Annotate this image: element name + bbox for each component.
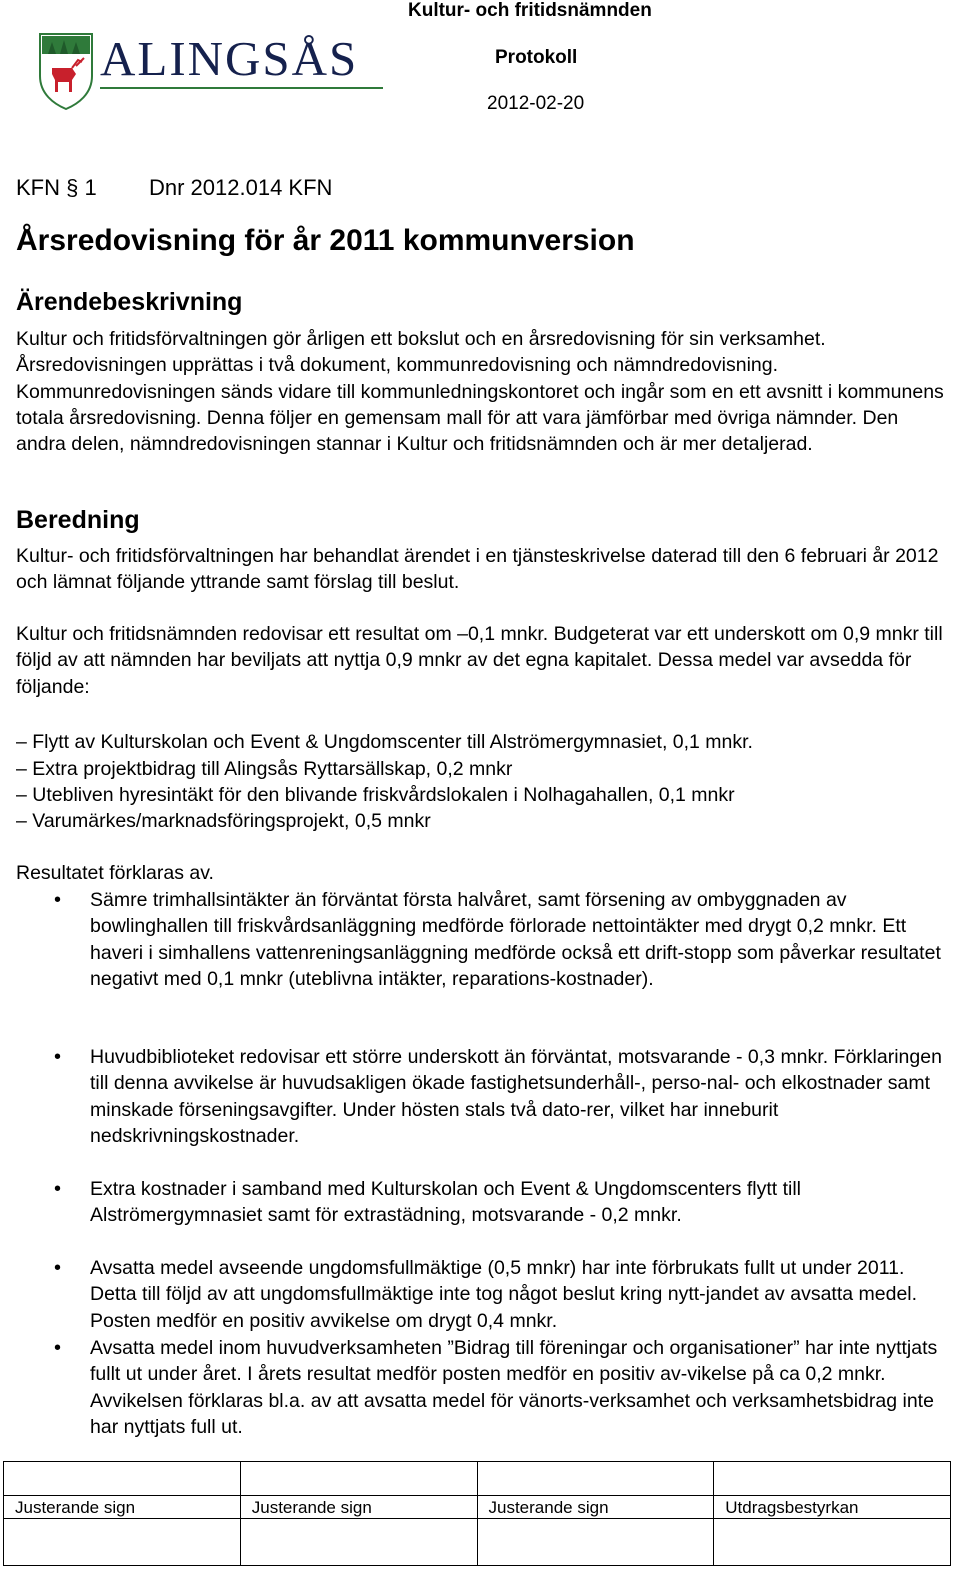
signature-box: [714, 1462, 951, 1496]
document-date: 2012-02-20: [487, 93, 585, 114]
bullet-symbol: •: [54, 1178, 62, 1200]
logo-wordmark: ALINGSÅS: [100, 31, 359, 86]
bullet-symbol: •: [54, 889, 62, 911]
arendebeskrivning-text: Kultur och fritidsförvaltningen gör årligen ett bokslut och en årsredovisning för sin verksamhet. Årsredovisningen upprättas i två dokument, kommunredovisning och nämndredovisning. Kommunredovisningen sänds vidare till kommunledningskontoret och ingår som en ett avsnitt i kommunens totala årsredovisning. Denna följer en gemensam mall för att vara jämförbar med övriga nämnder. Den andra delen, nämndredovisningen stannar i Kultur och fritidsnämnden och är mer detaljerad.: [16, 328, 944, 456]
bullet-item: Avsatta medel inom huvudverksamheten ”Bidrag till föreningar och organisationer” har inte nyttjats fullt ut under året. I årets resultat medför posten medför en positiv av-vikelse på ca 0,2 mnkr. Avvikelsen förklaras bl.a. av att avsatta medel för vänorts-verksamhet och verksamhetsbidrag inte har nyttjats full ut.: [90, 1337, 938, 1438]
bullet-item: Extra kostnader i samband med Kulturskolan och Event & Ungdomscenters flytt till Alströmergymnasiet samt för extrastädning, motsvarande - 0,2 mnkr.: [90, 1178, 801, 1227]
signature-box: [477, 1462, 714, 1496]
dnr-number: Dnr 2012.014 KFN: [149, 175, 333, 200]
bullet-symbol: •: [54, 1337, 62, 1359]
alingsas-logo: [38, 24, 383, 106]
logo-underline: [100, 87, 383, 89]
bullet-symbol: •: [54, 1046, 62, 1068]
signature-label: Justerande sign: [477, 1496, 714, 1519]
signature-label: Justerande sign: [4, 1496, 241, 1519]
document-title: Årsredovisning för år 2011 kommunversion: [16, 224, 635, 257]
dash-list-item: – Extra projektbidrag till Alingsås Ryttarsällskap, 0,2 mnkr: [16, 758, 513, 780]
signature-box: [4, 1462, 241, 1496]
coat-of-arms-icon: [38, 32, 94, 110]
signature-label: Utdragsbestyrkan: [714, 1496, 951, 1519]
document-type: Protokoll: [495, 47, 578, 68]
dash-list-item: – Varumärkes/marknadsföringsprojekt, 0,5 mnkr: [16, 810, 431, 832]
signature-field: [4, 1519, 241, 1566]
beredning-paragraph-2: Kultur och fritidsnämnden redovisar ett resultat om –0,1 mnkr. Budgeterat var ett underskott om 0,9 mnkr till följd av att nämnden har beviljats att nyttja 0,9 mnkr av det egna kapitalet. Dessa medel var avsedda för följande:: [16, 623, 943, 698]
signature-label: Justerande sign: [240, 1496, 477, 1519]
heading-beredning: Beredning: [16, 506, 140, 534]
result-intro: Resultatet förklaras av.: [16, 862, 214, 884]
dash-list-item: – Utebliven hyresintäkt för den blivande friskvårdslokalen i Nolhagahallen, 0,1 mnkr: [16, 784, 735, 806]
heading-arendebeskrivning: Ärendebeskrivning: [16, 288, 243, 316]
signature-field: [714, 1519, 951, 1566]
bullet-symbol: •: [54, 1257, 62, 1279]
signature-box: [240, 1462, 477, 1496]
signature-field: [240, 1519, 477, 1566]
bullet-item: Huvudbiblioteket redovisar ett större underskott än förväntat, motsvarande - 0,3 mnkr. Förklaringen till denna avvikelse är huvudsakligen ökade fastighetsunderhåll-, perso-nal- och elkostnader samt minskade förseningsavgifter. Under hösten stals två dato-rer, vilket har inneburit nedskrivningskostnader.: [90, 1046, 942, 1147]
signature-field: [477, 1519, 714, 1566]
signature-table: [3, 1461, 951, 1566]
beredning-paragraph-1: Kultur- och fritidsförvaltningen har behandlat ärendet i en tjänsteskrivelse daterad till den 6 februari år 2012 och lämnat följande yttrande samt förslag till beslut.: [16, 545, 939, 594]
dash-list-item: – Flytt av Kulturskolan och Event & Ungdomscenter till Alströmergymnasiet, 0,1 mnkr.: [16, 731, 753, 753]
bullet-item: Avsatta medel avseende ungdomsfullmäktige (0,5 mnkr) har inte förbrukats fullt ut under 2011. Detta till följd av att ungdomsfullmäktige inte tog något beslut kring nytt-jandet av avsatta medel. Posten medför en positiv avvikelse om drygt 0,4 mnkr.: [90, 1257, 918, 1332]
bullet-item: Sämre trimhallsintäkter än förväntat första halvåret, samt försening av ombyggnaden av bowlinghallen till friskvårdsanläggning medförde förlorade nettointäkter med drygt 0,2 mnkr. Ett haveri i simhallens vattenreningsanläggning medförde också ett drift-stopp som påverkar resultatet negativt med 0,1 mnkr (uteblivna intäkter, reparations-kostnader).: [90, 889, 941, 990]
paragraph-number: KFN § 1: [16, 175, 97, 200]
organization-name: Kultur- och fritidsnämnden: [408, 0, 652, 21]
